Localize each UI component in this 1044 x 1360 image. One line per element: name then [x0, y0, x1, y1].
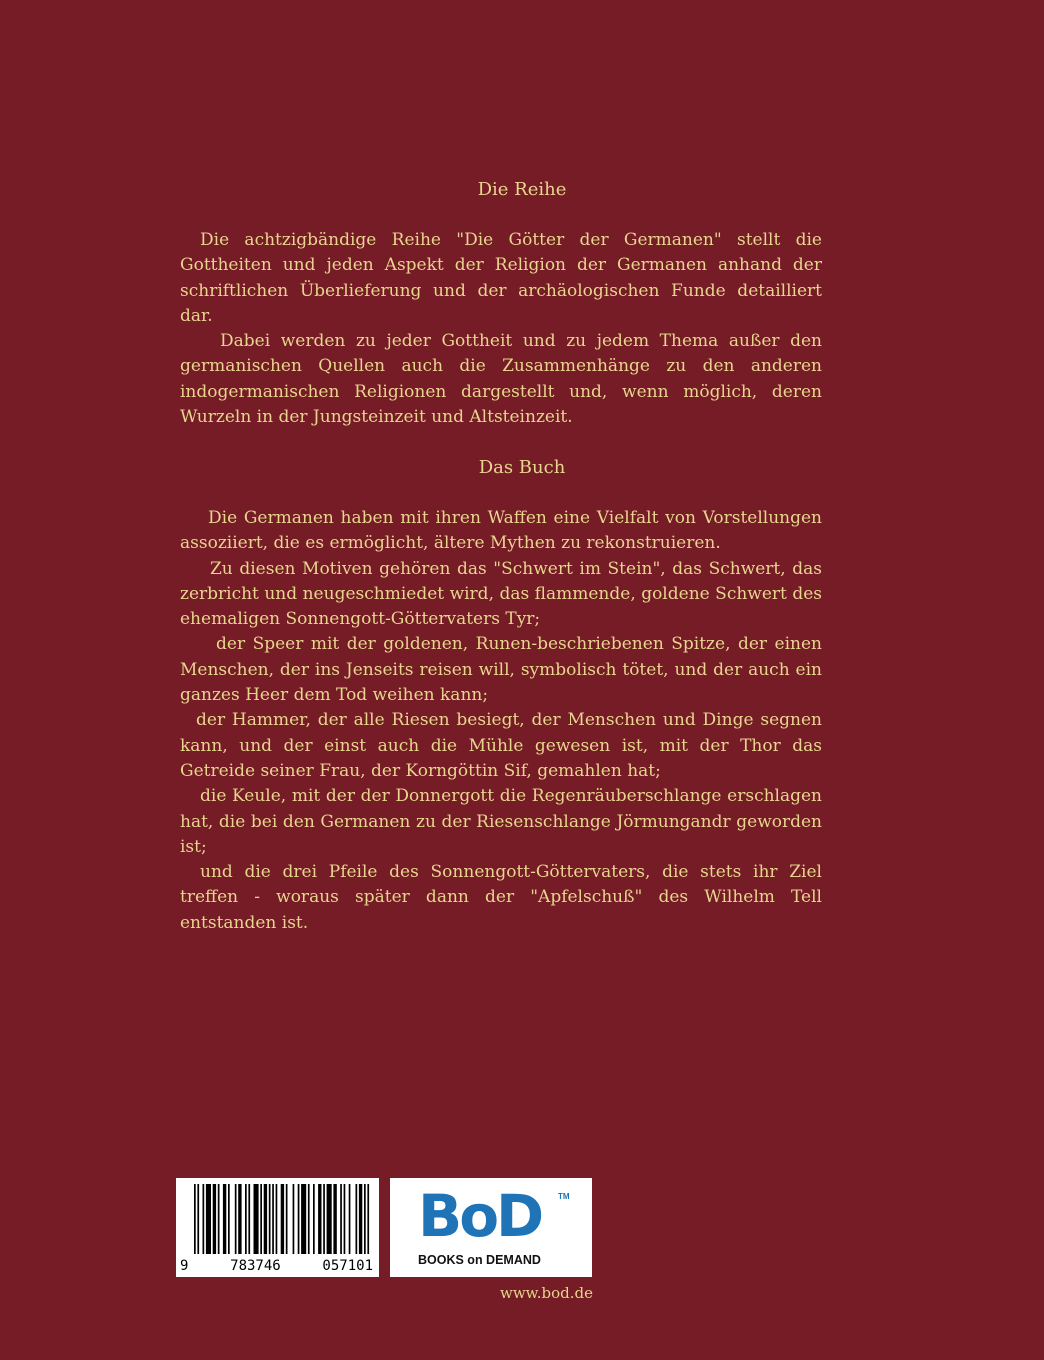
- barcode-bar: [298, 1184, 300, 1254]
- bod-logo: [390, 1178, 592, 1277]
- barcode-bar: [286, 1184, 288, 1254]
- barcode-bar: [293, 1184, 295, 1254]
- barcode-bar: [356, 1184, 358, 1254]
- barcode-bar: [323, 1184, 325, 1254]
- barcode-bar: [206, 1184, 211, 1254]
- barcode-bar: [327, 1184, 332, 1254]
- barcode-digit-lead: 9: [180, 1258, 189, 1274]
- barcode-bar: [194, 1184, 196, 1254]
- barcode-bar: [318, 1184, 321, 1254]
- barcode-bar: [281, 1184, 284, 1254]
- bod-logo-letters: BoD: [418, 1182, 542, 1250]
- buch-paragraph-4: der Hammer, der alle Riesen besiegt, der Menschen und Dinge segnen kann, und der einst auch die Mühle gewesen ist, mit der Thor das Getreide seiner Frau, der Korngöttin Sif, gemahlen hat;: [180, 710, 822, 781]
- barcode-bar: [367, 1184, 369, 1254]
- website-url: www.bod.de: [500, 1284, 593, 1302]
- buch-paragraph-3: der Speer mit der goldenen, Runen-beschriebenen Spitze, der einen Menschen, der ins Jenseits reisen will, symbolisch tötet, und der auch ein ganzes Heer dem Tod weihen kann;: [180, 634, 822, 706]
- barcode-bar: [272, 1184, 274, 1254]
- reihe-text: [180, 228, 822, 430]
- buch-text: [180, 506, 822, 936]
- barcode-bar: [218, 1184, 220, 1254]
- barcode-bar: [223, 1184, 226, 1254]
- barcode-bar: [340, 1184, 342, 1254]
- barcode-bar: [276, 1184, 278, 1254]
- barcode-bar: [313, 1184, 315, 1254]
- barcode-bar: [349, 1184, 351, 1254]
- barcode-bar: [308, 1184, 310, 1254]
- buch-paragraph-6: und die drei Pfeile des Sonnengott-Göttervaters, die stets ihr Ziel treffen - woraus später dann der "Apfelschuß" des Wilhelm Tell entstanden ist.: [180, 862, 822, 933]
- reihe-paragraph-2: Dabei werden zu jeder Gottheit und zu jedem Thema außer den germanischen Quellen auch die Zusammenhänge zu den anderen indogermanischen Religionen dargestellt und, wenn möglich, deren Wurzeln in der Jungsteinzeit und Altsteinzeit.: [180, 331, 822, 428]
- barcode-bar: [248, 1184, 250, 1254]
- barcode-bar: [254, 1184, 259, 1254]
- barcode-digit-group-2: 057101: [322, 1258, 373, 1274]
- reihe-paragraph-1: Die achtzigbändige Reihe "Die Götter der Germanen" stellt die Gottheiten und jeden Aspekt der Religion der Germanen anhand der schriftlichen Überlieferung und der archäologischen Funde detailliert dar.: [180, 230, 822, 326]
- barcode-bar: [344, 1184, 346, 1254]
- barcode-digits: [176, 1256, 379, 1276]
- buch-paragraph-1: Die Germanen haben mit ihren Waffen eine Vielfalt von Vorstellungen assoziiert, die es ermöglicht, ältere Mythen zu rekonstruieren.: [180, 508, 822, 554]
- buch-title: Das Buch: [478, 457, 566, 478]
- barcode-bar: [235, 1184, 237, 1254]
- isbn-barcode: [176, 1178, 379, 1277]
- barcode-bar: [264, 1184, 267, 1254]
- barcode-bar: [228, 1184, 230, 1254]
- barcode-bar: [203, 1184, 205, 1254]
- barcode-bar: [245, 1184, 247, 1254]
- reihe-title: Die Reihe: [477, 179, 567, 200]
- barcode-bar: [364, 1184, 366, 1254]
- barcode-digit-group-1: 783746: [230, 1258, 281, 1274]
- barcode-bar: [359, 1184, 362, 1254]
- barcode-bar: [333, 1184, 336, 1254]
- bod-logo-subtitle: BOOKS on DEMAND: [418, 1253, 541, 1267]
- barcode-bars: [176, 1178, 379, 1258]
- bod-logo-trademark: TM: [558, 1192, 570, 1201]
- barcode-bar: [197, 1184, 199, 1254]
- barcode-bar: [260, 1184, 262, 1254]
- buch-paragraph-5: die Keule, mit der der Donnergott die Regenräuberschlange erschlagen hat, die bei den Germanen zu der Riesenschlange Jörmungandr geworden ist;: [180, 786, 822, 857]
- barcode-bar: [269, 1184, 271, 1254]
- buch-paragraph-2: Zu diesen Motiven gehören das "Schwert im Stein", das Schwert, das zerbricht und neugeschmiedet wird, das flammende, goldene Schwert des ehemaligen Sonnengott-Göttervaters Tyr;: [180, 558, 822, 630]
- barcode-bar: [301, 1184, 306, 1254]
- barcode-bar: [213, 1184, 216, 1254]
- barcode-bar: [238, 1184, 241, 1254]
